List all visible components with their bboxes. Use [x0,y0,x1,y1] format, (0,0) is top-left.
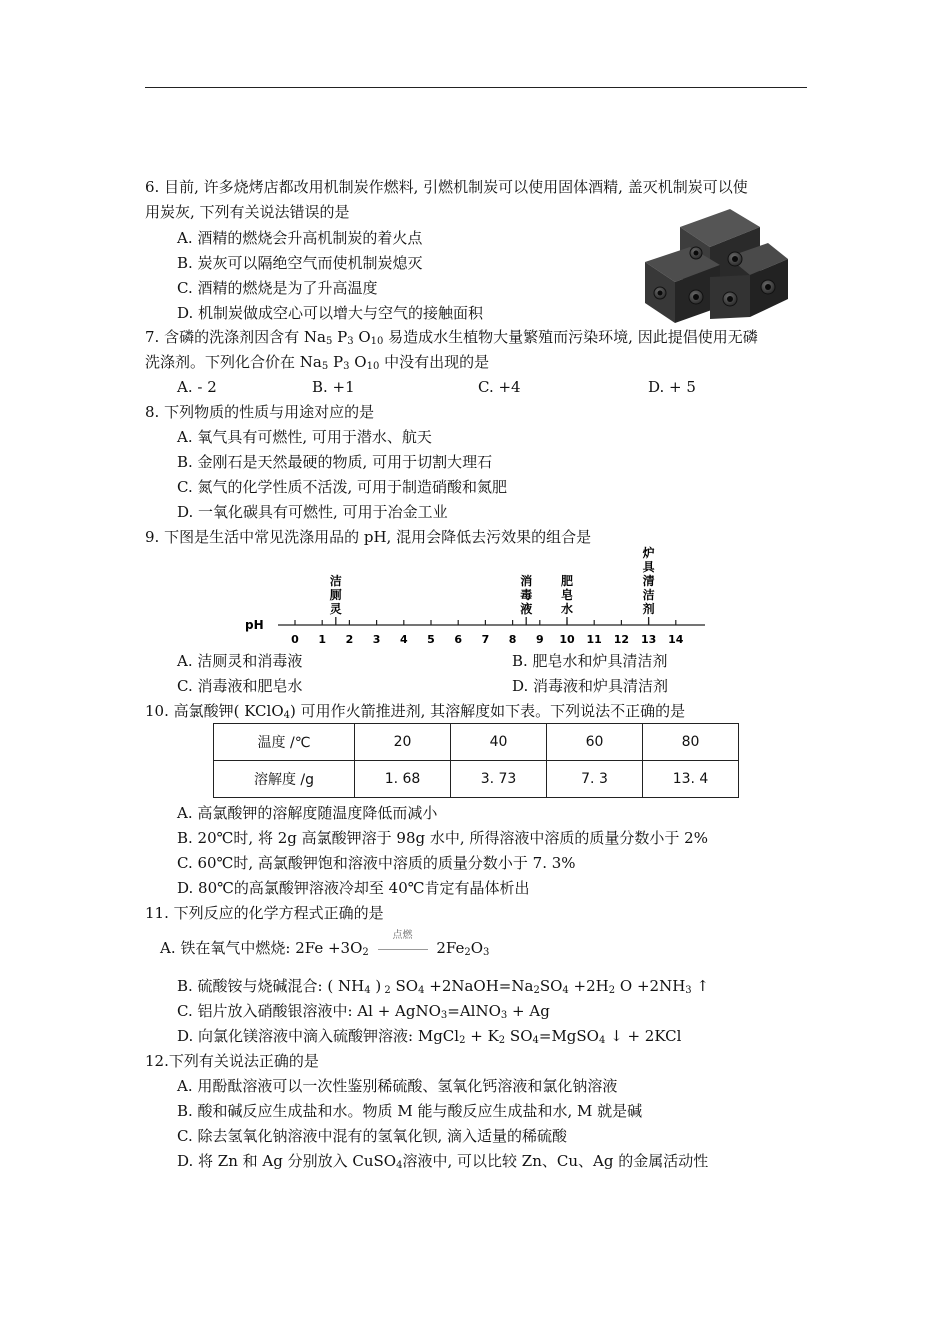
q12-stem: 12.下列有关说法正确的是 [145,1052,319,1070]
ph-tick-label: 8 [508,633,517,646]
ph-product-label: 消 [520,574,533,588]
q12-option-a: A. 用酚酞溶液可以一次性鉴别稀硫酸、氢氧化钙溶液和氯化钠溶液 [177,1077,618,1095]
q11-option-b: B. 硫酸铵与烧碱混合: ( $NH_4$ ) $_2$ $SO_4$ $+2NaOH=Na_2SO_4 +2H_2$ $O +2NH_3$ ↑ [177,977,709,996]
q11-b-text: B. 硫酸铵与烧碱混合: ( NH [177,977,365,995]
q8-option-d: D. 一氧化碳具有可燃性, 可用于冶金工业 [177,503,448,521]
ph-tick-label: 5 [427,633,435,646]
q7-stem-line1 [145,327,758,352]
ph-product-label: 毒 [520,588,533,602]
reaction-condition: 点燃 [392,930,413,941]
q9-option-d: D. 消毒液和炉具清洁剂 [512,677,669,695]
solubility-cell: 13. 4 [643,761,739,798]
q11-d-text: D. 向氯化镁溶液中滴入硫酸钾溶液: MgCl [177,1027,460,1045]
q8-stem: 8. 下列物质的性质与用途对应的是 [145,403,375,421]
ph-product-label: 肥 [560,574,574,588]
q6-stem-line2: 用炭灰, 下列有关说法错误的是 [145,203,350,221]
ph-tick-label: 4 [399,633,408,646]
ph-tick-label: 12 [613,633,630,646]
q7-stem-part1: 7. 含磷的洗涤剂因含有 [145,328,300,346]
q12-option-b: B. 酸和碱反应生成盐和水。物质 M 能与酸反应生成盐和水, M 就是碱 [177,1102,643,1120]
ph-tick-label: 0 [291,633,299,646]
ph-product-label: 皂 [560,588,574,602]
q10-option-b: B. 20℃时, 将 2g 高氯酸钾溶于 98g 水中, 所得溶液中溶质的质量分数小于 2% [177,829,708,847]
table-row [214,724,739,761]
q7-stem-part3: 洗涤剂。下列化合价在 [145,353,296,371]
q11-option-a: A. 铁在氧气中燃烧: $2Fe +3O_2$ 点燃 $2Fe_2O_3$ [160,938,489,963]
ph-tick-label: 7 [481,633,490,646]
header-rule [145,87,807,88]
q10-option-a: A. 高氯酸钾的溶解度随温度降低而减小 [177,804,438,822]
q7-option-d: D. + 5 [648,378,696,396]
solubility-cell: 7. 3 [547,761,643,798]
ph-product-label: 剂 [642,602,655,616]
q11-option-d: D. 向氯化镁溶液中滴入硫酸钾溶液: MgCl$_2$ + $K_2$ $SO_4=MgSO_4$ ↓ + 2KCl [177,1027,682,1046]
row-label-solubility: 溶解度 /g [214,761,355,798]
ph-tick-label: 9 [535,633,544,646]
ph-product-label: 炉 [642,546,655,560]
q11-a-product: 2Fe [436,939,465,957]
q7-stem-part2: 易造成水生植物大量繁殖而污染环境, 因此提倡使用无磷 [388,328,758,346]
ph-tick-label: 6 [454,633,463,646]
solubility-cell: 3. 73 [451,761,547,798]
ph-tick-label: 1 [318,633,327,646]
q10-stem: 10. 高氯酸钾( KClO$_4$) 可用作火箭推进剂, 其溶解度如下表。下列说法不正确的是 [145,702,686,721]
q9-option-a: A. 洁厕灵和消毒液 [177,652,303,670]
q7-option-c: C. +4 [478,378,521,396]
q7-formula-2: $Na_5$ $P_3$ $O_{10}$ [299,353,380,372]
q10-option-c: C. 60℃时, 高氯酸钾饱和溶液中溶质的质量分数小于 7. 3% [177,854,576,872]
q7-stem-line2 [145,352,489,377]
q8-option-b: B. 金刚石是天然最硬的物质, 可用于切割大理石 [177,453,493,471]
q12-d-text: D. 将 Zn 和 Ag 分别放入 CuSO [177,1152,397,1170]
q9-stem: 9. 下图是生活中常见洗涤用品的 pH, 混用会降低去污效果的组合是 [145,528,592,546]
q10-stem-part1: 10. 高氯酸钾( KClO [145,702,284,720]
ph-product-label: 清 [642,574,655,588]
ph-tick-label: 10 [559,633,575,646]
table-row [214,761,739,798]
q6-option-b: B. 炭灰可以隔绝空气而使机制炭熄灭 [177,254,423,272]
temp-cell: 20 [355,724,451,761]
temp-cell: 60 [547,724,643,761]
row-label-temperature: 温度 /℃ [214,724,355,761]
ph-tick-label: 14 [668,633,684,646]
ph-tick-label: 13 [640,633,657,646]
q6-option-c: C. 酒精的燃烧是为了升高温度 [177,279,378,297]
q10-option-d: D. 80℃的高氯酸钾溶液冷却至 40℃肯定有晶体析出 [177,879,530,897]
q7-option-b: B. +1 [312,378,355,396]
solubility-table [213,723,739,798]
q6-option-d: D. 机制炭做成空心可以增大与空气的接触面积 [177,304,484,322]
q11-c-text: C. 铝片放入硝酸银溶液中: Al + AgNO [177,1002,441,1020]
q9-option-b: B. 肥皂水和炉具清洁剂 [512,652,668,670]
ph-product-label: 洁 [642,588,655,602]
ph-tick-label: 11 [586,633,602,646]
q7-option-a: A. - 2 [177,378,217,396]
q9-option-c: C. 消毒液和肥皂水 [177,677,303,695]
reaction-arrow [374,930,432,958]
q10-stem-part2: ) 可用作火箭推进剂, 其溶解度如下表。下列说法不正确的是 [290,702,686,720]
q7-stem-part4: 中没有出现的是 [384,353,490,371]
solubility-cell: 1. 68 [355,761,451,798]
ph-product-label: 灵 [329,602,342,616]
ph-axis-label: pH [245,618,264,632]
q8-option-a: A. 氧气具有可燃性, 可用于潜水、航天 [177,428,432,446]
ph-scale-diagram [240,545,720,650]
ph-product-label: 厕 [329,588,342,602]
q12-option-c: C. 除去氢氧化钠溶液中混有的氢氧化钡, 滴入适量的稀硫酸 [177,1127,568,1145]
q11-stem: 11. 下列反应的化学方程式正确的是 [145,904,384,922]
temp-cell: 40 [451,724,547,761]
ph-tick-label: 3 [372,633,381,646]
q6-option-a: A. 酒精的燃烧会升高机制炭的着火点 [177,229,423,247]
ph-tick-label: 2 [345,633,354,646]
ph-product-label: 液 [520,602,533,616]
q11-a-text: A. 铁在氧气中燃烧: 2Fe +3O [160,939,363,957]
q8-option-c: C. 氮气的化学性质不活泼, 可用于制造硝酸和氮肥 [177,478,508,496]
ph-product-label: 水 [560,602,574,616]
ph-product-label: 具 [642,560,655,574]
q11-option-c: C. 铝片放入硝酸银溶液中: Al + AgNO$_3$=AlNO$_3$ + Ag [177,1002,550,1021]
q12-option-d: D. 将 Zn 和 Ag 分别放入 CuSO$_4$溶液中, 可以比较 Zn、Cu、Ag 的金属活动性 [177,1152,709,1171]
temp-cell: 80 [643,724,739,761]
charcoal-briquettes-image [640,207,790,325]
q6-stem-line1: 6. 目前, 许多烧烤店都改用机制炭作燃料, 引燃机制炭可以使用固体酒精, 盖灭机制炭可以使 [145,178,748,196]
q7-formula-1: $Na_5$ $P_3$ $O_{10}$ [303,328,384,347]
ph-product-label: 洁 [329,574,342,588]
